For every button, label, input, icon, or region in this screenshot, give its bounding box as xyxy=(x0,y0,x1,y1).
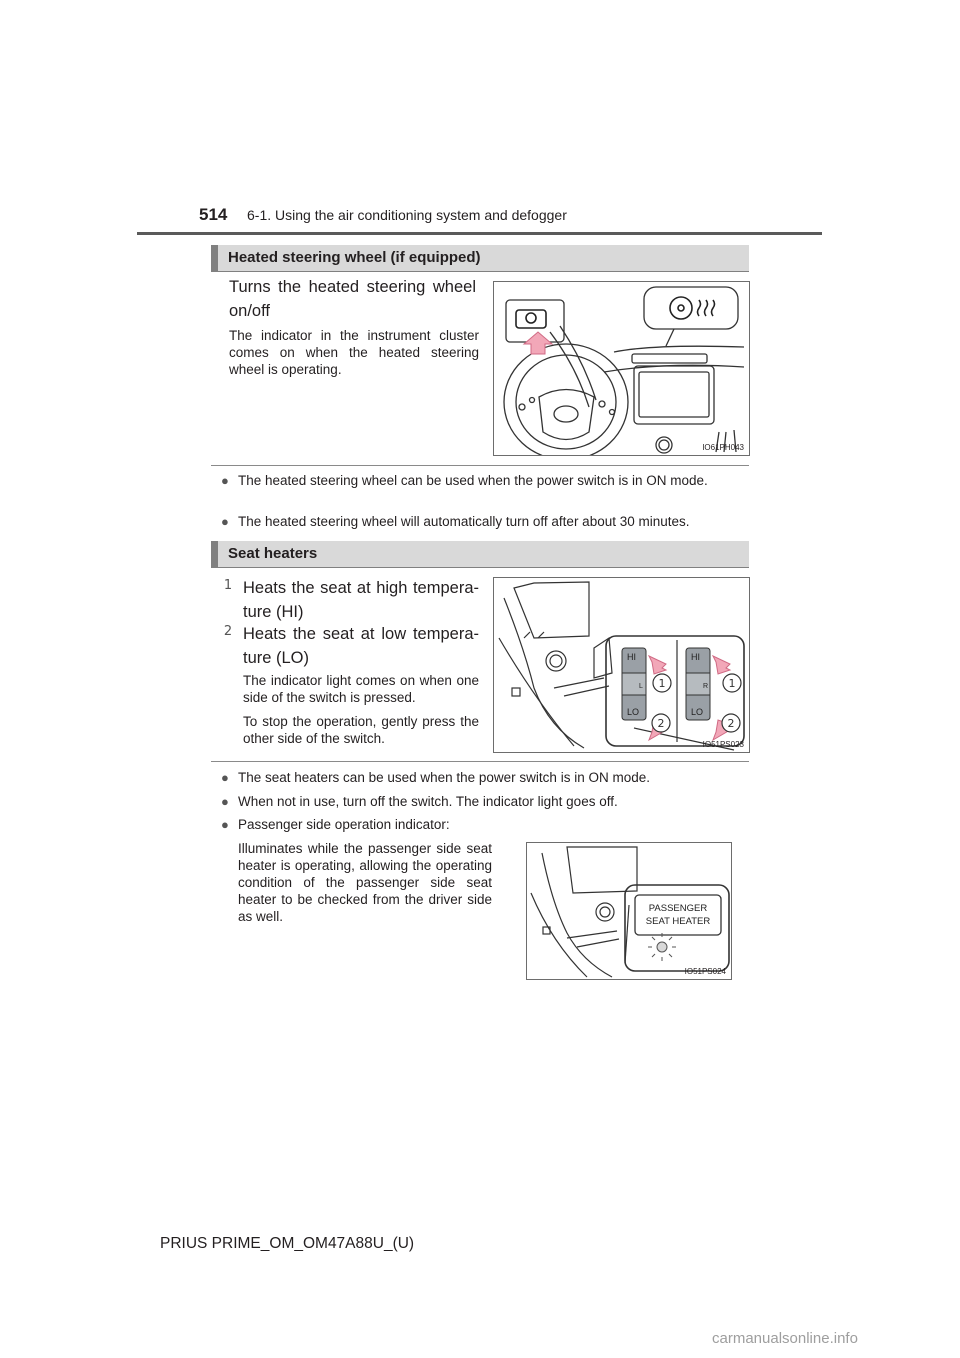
note-text: Passenger side operation indicator: xyxy=(238,817,450,832)
note-text: The seat heaters can be used when the power switch is in ON mode. xyxy=(238,770,650,785)
bullet-icon: ● xyxy=(221,770,229,785)
note-text: The heated steering wheel will automatically turn off after about 30 minutes. xyxy=(238,514,690,529)
hi-label-right: HI xyxy=(691,652,700,662)
steering-sub-text: The indicator in the instrument cluster comes on when the heated steering wheel is operating. xyxy=(229,328,479,377)
bullet-icon: ● xyxy=(221,473,229,488)
watermark: carmanualsonline.info xyxy=(712,1330,858,1347)
section-heading-seat-heaters xyxy=(211,541,749,568)
bullet-icon: ● xyxy=(221,817,229,832)
seat-item-2 xyxy=(221,622,479,670)
steering-wheel-illustration xyxy=(494,282,750,456)
seat-heater-switch-figure xyxy=(493,577,750,753)
item-number-badge: 2 xyxy=(223,624,233,639)
callout-2-left: 2 xyxy=(657,717,665,730)
hi-label-left: HI xyxy=(627,652,636,662)
item-number-badge: 1 xyxy=(223,578,233,593)
section-divider xyxy=(211,761,749,762)
indicator-label-line1: PASSENGER xyxy=(648,903,708,914)
figure-code: IO61PH043 xyxy=(702,443,744,452)
bullet-icon: ● xyxy=(221,514,229,529)
steering-wheel-figure xyxy=(493,281,750,456)
item-text: Heats the seat at low tempera-ture (LO) xyxy=(243,625,479,667)
steering-main-text: Turns the heated steering wheel on/off xyxy=(229,278,476,320)
seat-sub-text-1: The indicator light comes on when one side of the switch is pressed. xyxy=(243,673,479,705)
seat-note-1 xyxy=(221,769,749,787)
steering-note-2 xyxy=(221,513,749,531)
lo-label-left: LO xyxy=(627,707,640,717)
figure-code: IO51PS024 xyxy=(684,967,726,976)
seat-heater-illustration xyxy=(494,578,750,753)
callout-1-left: 1 xyxy=(658,677,666,690)
steering-note-1 xyxy=(221,472,749,490)
header-rule xyxy=(137,232,822,235)
seat-sub-text-2: To stop the operation, gently press the other side of the switch. xyxy=(243,714,479,746)
note-text: When not in use, turn off the switch. The indicator light goes off. xyxy=(238,794,618,809)
document-id: PRIUS PRIME_OM_OM47A88U_(U) xyxy=(160,1235,415,1252)
indicator-description: Illuminates while the passenger side seat heater is operating, allowing the operating condition of the passenger side seat heater to be checked from the driver side as well. xyxy=(238,841,492,924)
seat-note-2 xyxy=(221,793,749,811)
figure-code: IO51PS023 xyxy=(702,740,744,749)
l-label: L xyxy=(639,683,643,690)
r-label: R xyxy=(703,683,709,690)
lo-label-right: LO xyxy=(691,707,704,717)
section-heading-heated-steering xyxy=(211,245,749,272)
passenger-indicator-illustration xyxy=(527,843,732,980)
callout-2-right: 2 xyxy=(727,717,735,730)
page-number: 514 xyxy=(199,205,228,224)
bullet-icon: ● xyxy=(221,794,229,809)
note-text: The heated steering wheel can be used when the power switch is in ON mode. xyxy=(238,473,708,488)
section-divider xyxy=(211,465,749,466)
indicator-label-line2: SEAT HEATER xyxy=(645,916,711,927)
section-title: Heated steering wheel (if equipped) xyxy=(228,249,481,266)
item-text: Heats the seat at high tempera-ture (HI) xyxy=(243,579,479,621)
chapter-title: 6-1. Using the air conditioning system and defogger xyxy=(247,207,567,223)
seat-item-1 xyxy=(221,576,479,624)
passenger-indicator-figure xyxy=(526,842,732,980)
callout-1-right: 1 xyxy=(728,677,736,690)
section-title: Seat heaters xyxy=(228,545,318,562)
seat-note-3 xyxy=(221,816,749,834)
